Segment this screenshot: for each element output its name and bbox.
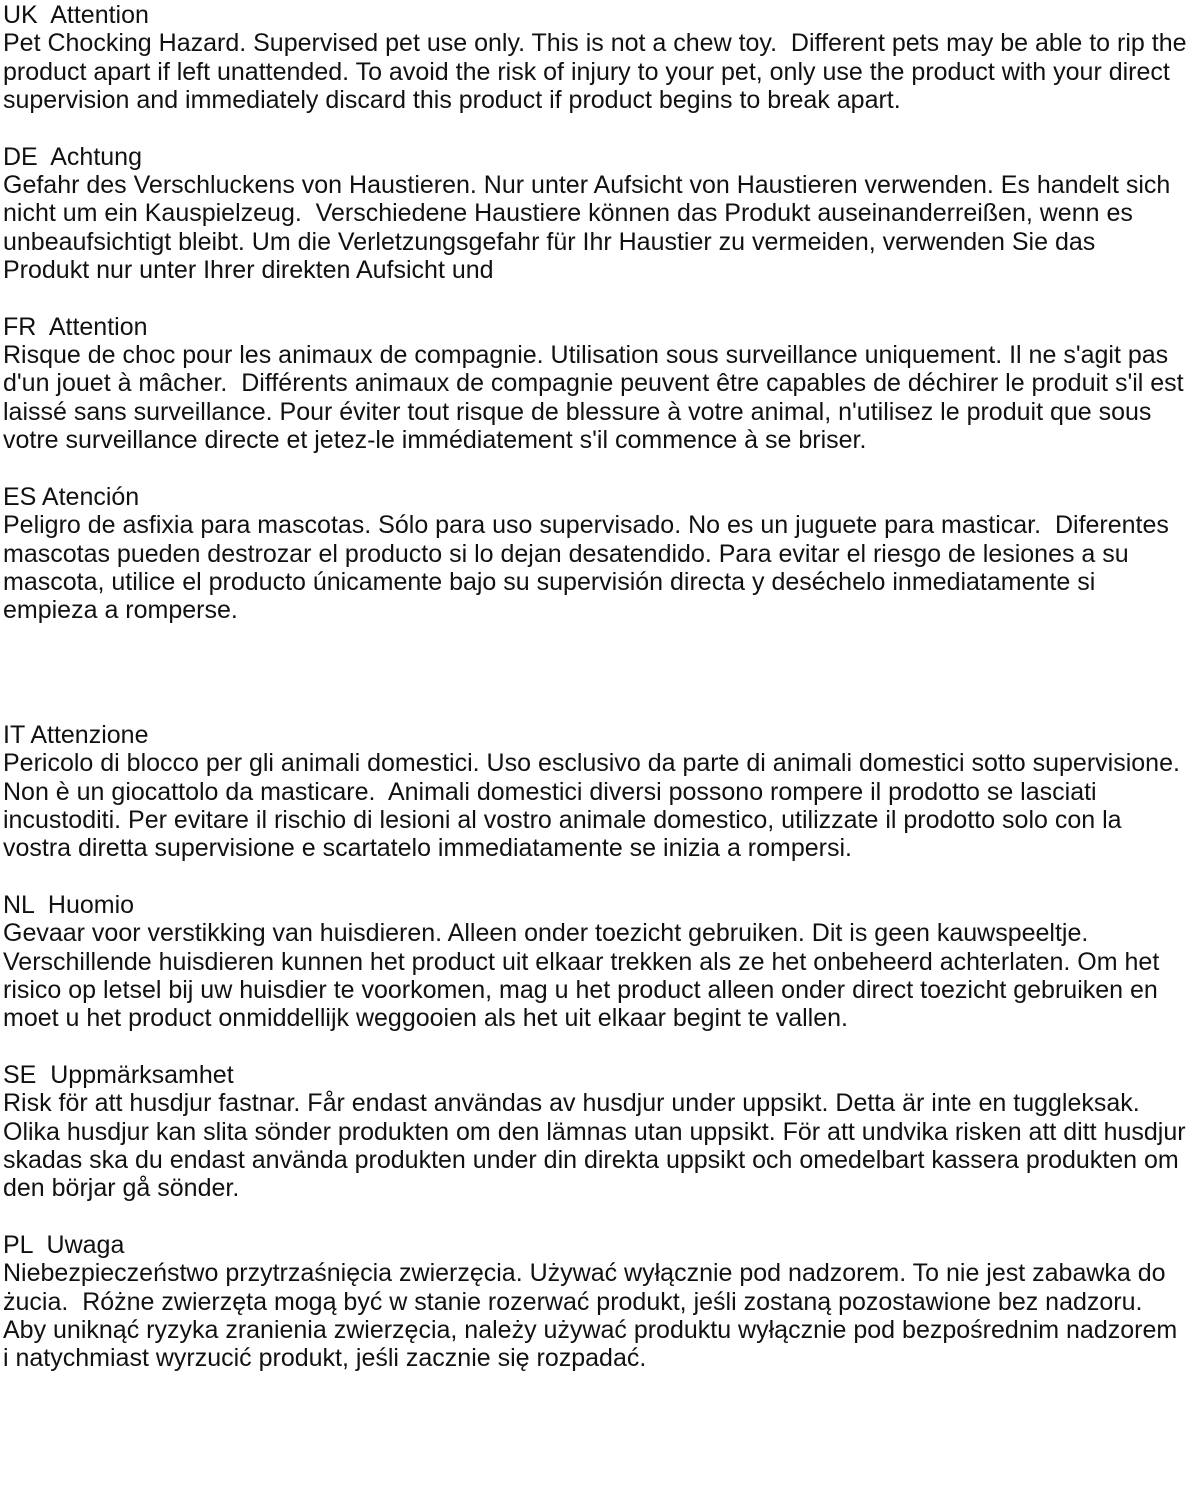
nl-section-body: Gevaar voor verstikking van huisdieren. Alleen onder toezicht gebruiken. Dit is geen kauwspeeltje. Verschillende huisdieren kunnen het product uit elkaar trekken als ze het onbeheerd achterlaten. Om het risico op letsel bij uw huisdier te voorkomen, mag u het product alleen onder direct toezicht gebruiken en moet u het product onmiddellijk weggooien als het uit elkaar begint te vallen. [3,919,1167,1033]
fr-section-header: FR Attention [3,312,148,341]
warning-section-uk [3,1,1194,115]
warning-section-se [3,1060,1193,1203]
warning-section-de [3,143,1187,285]
se-section-body: Risk för att husdjur fastnar. Får endast användas av husdjur under uppsikt. Detta är inte en tuggleksak. Olika husdjur kan slita sönder produkten om den lämnas utan uppsikt. För att undvika risken att ditt husdjur skadas ska du endast använda produkten under din direkta uppsikt och omedelbart kassera produkten om den börjar gå sönder. [3,1089,1193,1203]
warning-section-fr [3,312,1191,455]
warning-section-nl [3,891,1187,1033]
warning-section-pl [3,1231,1187,1373]
es-section-body: Peligro de asfixia para mascotas. Sólo para uso supervisado. No es un juguete para masticar. Diferentes mascotas pueden destrozar el producto si lo dejan desatendido. Para evitar el riesgo de lesiones a su mascota, utilice el producto únicamente bajo su supervisión directa y deséchelo inmediatamente si empieza a romperse. [3,511,1176,625]
de-section-body: Gefahr des Verschluckens von Haustieren. Nur unter Aufsicht von Haustieren verwenden. Es handelt sich nicht um ein Kauspielzeug. Verschiedene Haustiere können das Produkt auseinanderreißen, wenn es unbeaufsichtigt bleibt. Um die Verletzungsgefahr für Ihr Haustier zu vermeiden, verwenden Sie das Produkt nur unter Ihrer direkten Aufsicht und [3,171,1178,285]
se-section-header: SE Uppmärksamhet [3,1060,234,1089]
es-section-header: ES Atención [3,482,140,511]
pl-section-body: Niebezpieczeństwo przytrzaśnięcia zwierzęcia. Używać wyłącznie pod nadzorem. To nie jest zabawka do żucia. Różne zwierzęta mogą być w stanie rozerwać produkt, jeśli zostaną pozostawione bez nadzoru. Aby uniknąć ryzyka zranienia zwierzęcia, należy używać produktu wyłącznie pod bezpośrednim nadzorem i natychmiast wyrzucić produkt, jeśli zacznie się rozpadać. [3,1259,1185,1373]
nl-section-header: NL Huomio [3,890,135,919]
de-section-header: DE Achtung [3,142,142,171]
warning-section-es [3,483,1187,625]
it-section-body: Pericolo di blocco per gli animali domestici. Uso esclusivo da parte di animali domestici sotto supervisione. Non è un giocattolo da masticare. Animali domestici diversi possono rompere il prodotto se lasciati incustoditi. Per evitare il rischio di lesioni al vostro animale domestico, utilizzate il prodotto solo con la vostra diretta supervisione e scartatelo immediatamente se inizia a rompersi. [3,749,1187,863]
it-section-header: IT Attenzione [3,720,149,749]
fr-section-body: Risque de choc pour les animaux de compagnie. Utilisation sous surveillance uniquement. Il ne s'agit pas d'un jouet à mâcher. Différents animaux de compagnie peuvent être capables de déchirer le produit s'il est laissé sans surveillance. Pour éviter tout risque de blessure à votre animal, n'utilisez le produit que sous votre surveillance directe et jetez-le immédiatement s'il commence à se briser. [3,341,1191,455]
uk-section-body: Pet Chocking Hazard. Supervised pet use only. This is not a chew toy. Different pets may be able to rip the product apart if left unattended. To avoid the risk of injury to your pet, only use the product with your direct supervision and immediately discard this product if product begins to break apart. [3,29,1194,115]
uk-section-header: UK Attention [3,1,149,29]
pl-section-header: PL Uwaga [3,1230,125,1259]
warning-section-it [3,721,1187,863]
